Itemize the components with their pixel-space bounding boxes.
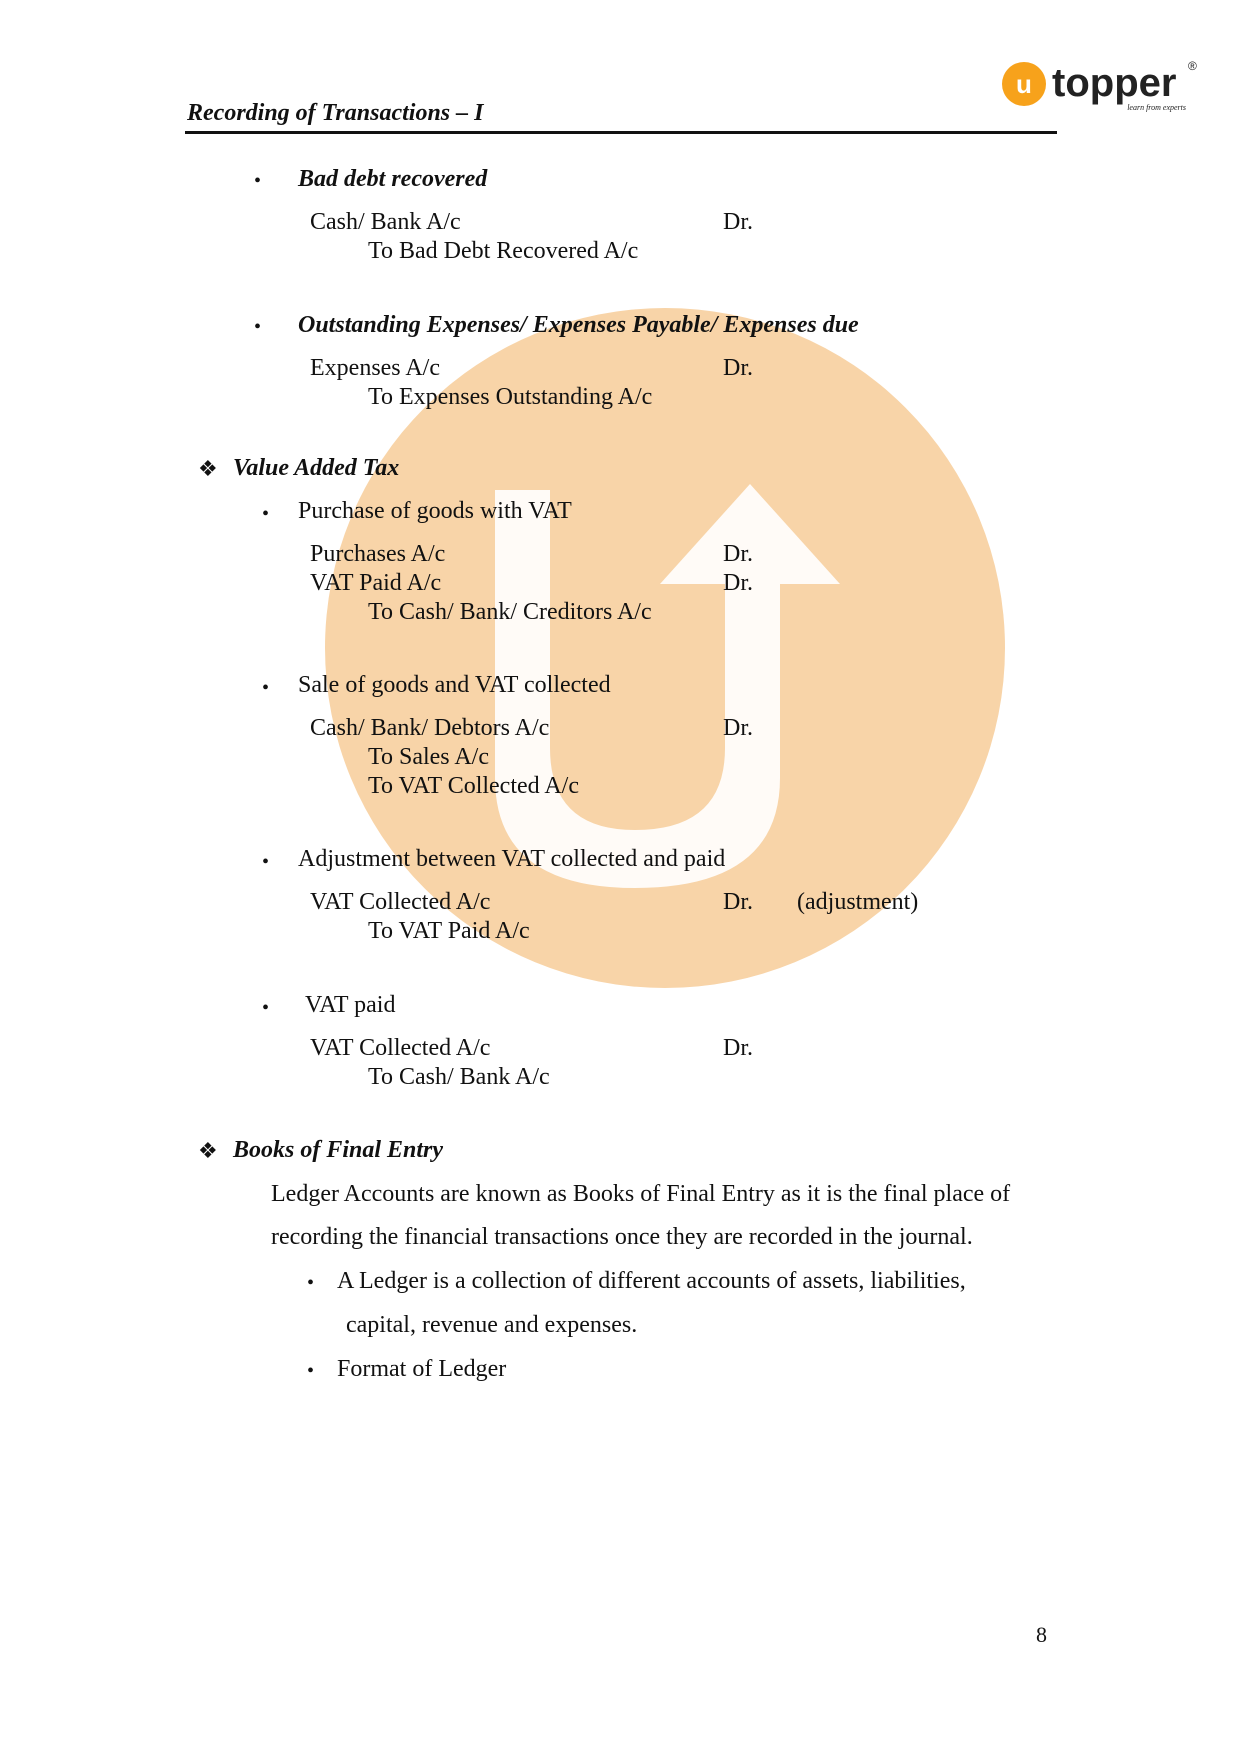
vat-sale-credit1: To Sales A/c bbox=[368, 744, 489, 770]
vat-paid-dr: Dr. bbox=[723, 1035, 753, 1061]
outstanding-credit: To Expenses Outstanding A/c bbox=[368, 384, 653, 410]
ledger-bullet1-line2: capital, revenue and expenses. bbox=[346, 1312, 638, 1338]
vat-adjustment-debit: VAT Collected A/c bbox=[310, 889, 491, 915]
page-header-title: Recording of Transactions – I bbox=[187, 100, 484, 126]
logo-letter: u bbox=[1016, 69, 1032, 99]
vat-paid-label: VAT paid bbox=[305, 992, 396, 1018]
outstanding-heading: Outstanding Expenses/ Expenses Payable/ Expenses due bbox=[298, 312, 859, 338]
vat-purchase-dr1: Dr. bbox=[723, 541, 753, 567]
page-number: 8 bbox=[1036, 1622, 1047, 1647]
bad-debt-heading: Bad debt recovered bbox=[298, 166, 488, 192]
logo-name: topper bbox=[1052, 61, 1177, 105]
header-divider bbox=[185, 131, 1057, 134]
topper-logo bbox=[1000, 58, 1200, 118]
ledger-bullet2: Format of Ledger bbox=[337, 1356, 507, 1382]
vat-paid-debit: VAT Collected A/c bbox=[310, 1035, 491, 1061]
bullet-icon: • bbox=[254, 316, 262, 338]
bullet-icon: • bbox=[307, 1272, 315, 1294]
vat-heading: Value Added Tax bbox=[233, 455, 400, 481]
vat-purchase-dr2: Dr. bbox=[723, 570, 753, 596]
bullet-icon: • bbox=[262, 677, 270, 699]
diamond-bullet-icon: ❖ bbox=[198, 1138, 218, 1163]
bad-debt-dr: Dr. bbox=[723, 209, 753, 235]
vat-adjustment-label: Adjustment between VAT collected and paid bbox=[298, 846, 726, 872]
logo-tagline: learn from experts bbox=[1127, 103, 1186, 112]
vat-purchase-label: Purchase of goods with VAT bbox=[298, 498, 572, 524]
vat-adjustment-note: (adjustment) bbox=[797, 889, 919, 915]
vat-adjustment-credit: To VAT Paid A/c bbox=[368, 918, 530, 944]
vat-adjustment-dr: Dr. bbox=[723, 889, 753, 915]
vat-sale-dr: Dr. bbox=[723, 715, 753, 741]
outstanding-debit: Expenses A/c bbox=[310, 355, 440, 381]
vat-purchase-credit: To Cash/ Bank/ Creditors A/c bbox=[368, 599, 652, 625]
bullet-icon: • bbox=[262, 997, 270, 1019]
outstanding-dr: Dr. bbox=[723, 355, 753, 381]
bullet-icon: • bbox=[262, 851, 270, 873]
bullet-icon: • bbox=[262, 503, 270, 525]
diamond-bullet-icon: ❖ bbox=[198, 456, 218, 481]
bad-debt-debit: Cash/ Bank A/c bbox=[310, 209, 461, 235]
vat-sale-debit: Cash/ Bank/ Debtors A/c bbox=[310, 715, 550, 741]
bullet-icon: • bbox=[254, 170, 262, 192]
final-entry-heading: Books of Final Entry bbox=[233, 1137, 444, 1163]
bad-debt-credit: To Bad Debt Recovered A/c bbox=[368, 238, 639, 264]
vat-sale-label: Sale of goods and VAT collected bbox=[298, 672, 611, 698]
bullet-icon: • bbox=[307, 1360, 315, 1382]
final-entry-para-line2: recording the financial transactions once they are recorded in the journal. bbox=[271, 1224, 973, 1250]
vat-sale-credit2: To VAT Collected A/c bbox=[368, 773, 579, 799]
vat-paid-credit: To Cash/ Bank A/c bbox=[368, 1064, 550, 1090]
ledger-bullet1-line1: A Ledger is a collection of different accounts of assets, liabilities, bbox=[337, 1268, 966, 1294]
vat-purchase-debit1: Purchases A/c bbox=[310, 541, 446, 567]
final-entry-para-line1: Ledger Accounts are known as Books of Final Entry as it is the final place of bbox=[271, 1181, 1011, 1207]
logo-registered: ® bbox=[1188, 59, 1197, 73]
vat-purchase-debit2: VAT Paid A/c bbox=[310, 570, 442, 596]
